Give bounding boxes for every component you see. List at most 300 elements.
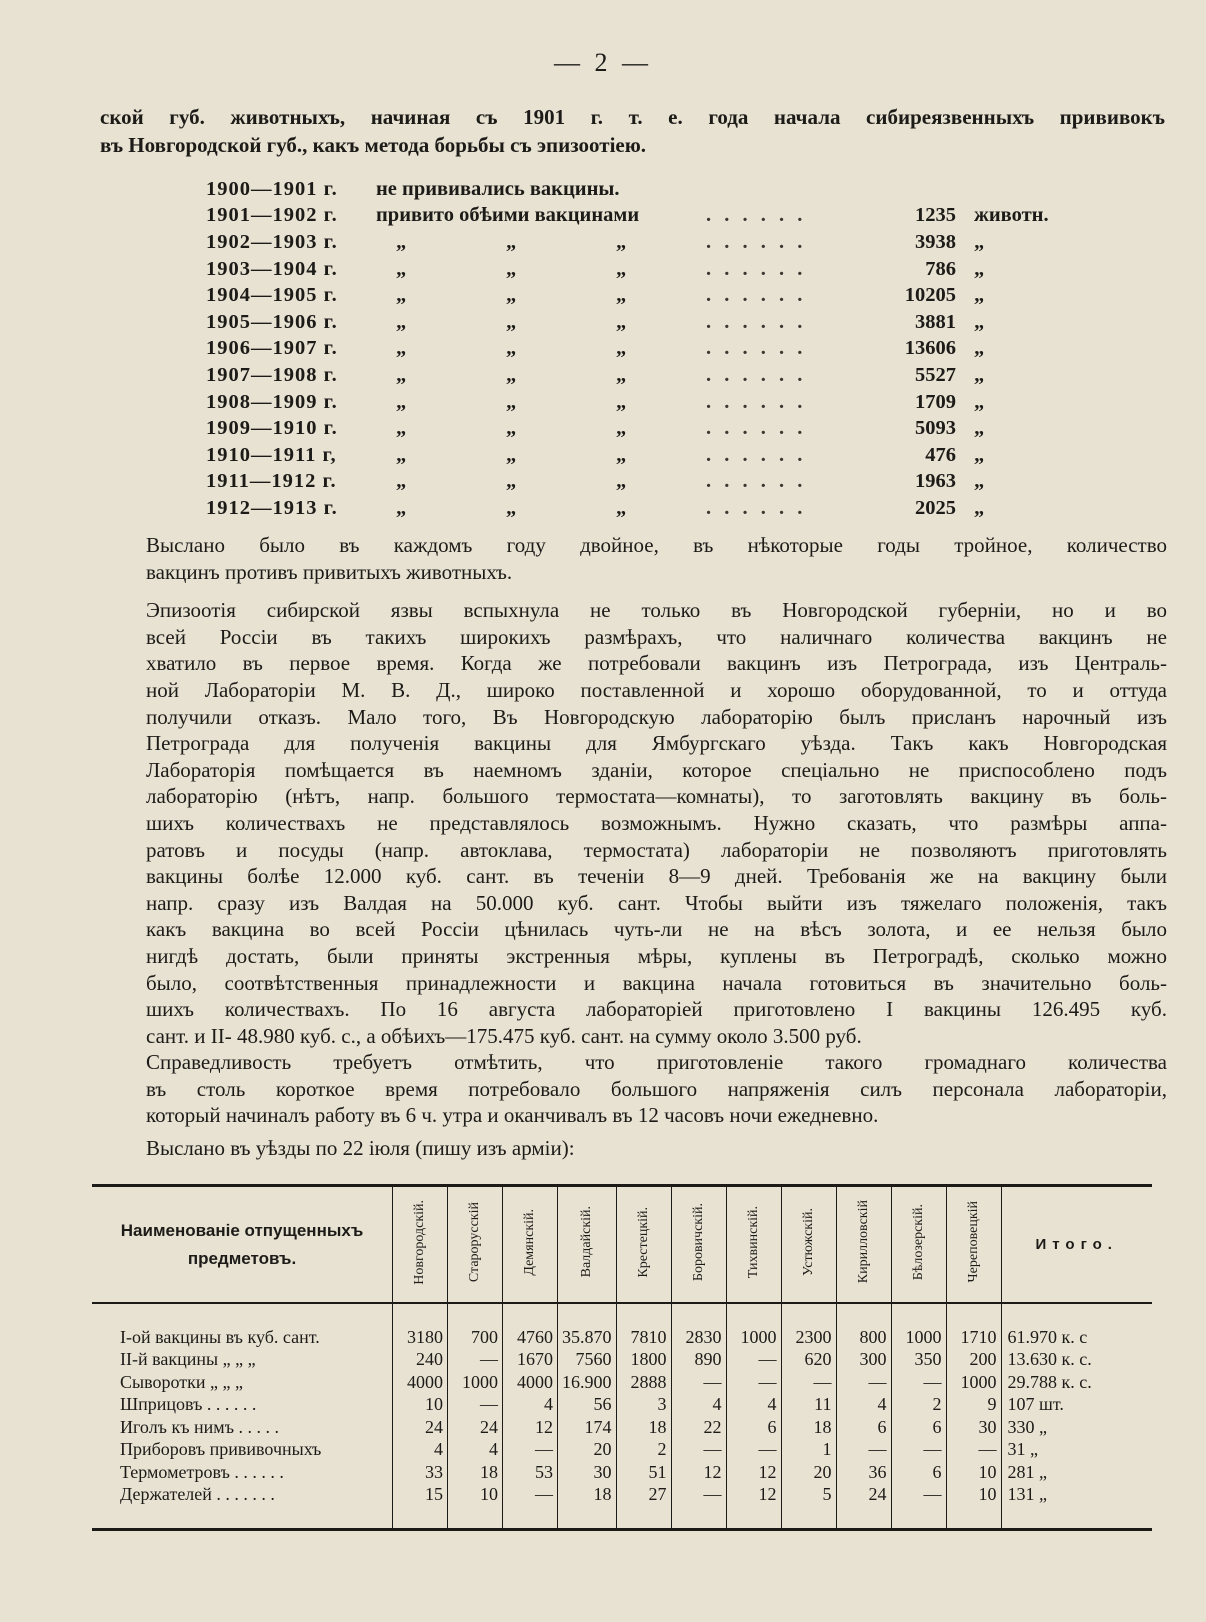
text-line: шихъ количествахъ. По 16 августа лабораторіей приготовлено I вакцины 126.495 куб. (146, 997, 1167, 1022)
table-row (92, 1461, 1152, 1484)
spacer-cell (558, 1506, 617, 1528)
year-period: 1900—1901 г. (206, 177, 338, 200)
spacer-cell (558, 1303, 617, 1326)
table-cell: 10 (448, 1484, 503, 1507)
year-period: 1904—1905 г. (206, 284, 338, 307)
table-cell: — (448, 1349, 503, 1372)
district-name: Крестецкій. (635, 1206, 651, 1278)
year-period: 1907—1908 г. (206, 363, 338, 386)
table-cell: 24 (448, 1416, 503, 1439)
ditto-mark: „ (616, 443, 627, 466)
ditto-marks (376, 258, 706, 281)
text-line: Петрограда для полученія вакцины для Ямбургскаго уѣзда. Такъ какъ Новгородская (146, 731, 1167, 756)
text-line: ратовъ и посуды (напр. автоклава, термостата) лабораторіи не позволяютъ приготовлять (146, 837, 1167, 862)
table-cell: 10 (946, 1461, 1001, 1484)
table-row (92, 1416, 1152, 1439)
item-name: Шприцовъ . . . . . . (120, 1394, 257, 1415)
ditto-marks (376, 497, 706, 520)
leader-dots: . . . . . . (706, 363, 807, 386)
row-total: 107 шт. (1001, 1394, 1152, 1417)
table-cell: 6 (726, 1416, 781, 1439)
header-district (891, 1187, 946, 1303)
spacer-cell (503, 1506, 558, 1528)
ditto-marks (376, 470, 706, 493)
table-cell: — (726, 1349, 781, 1372)
table-cell: — (781, 1371, 836, 1394)
table-cell: 7810 (616, 1326, 671, 1349)
year-count: 786 (925, 257, 956, 280)
table-cell: 2830 (671, 1326, 726, 1349)
table-cell: 24 (836, 1484, 891, 1507)
table-cell: — (726, 1439, 781, 1462)
text-line: который начиналъ работу въ 6 ч. утра и оканчивалъ въ 12 часовъ ночи ежедневно. (146, 1103, 879, 1128)
ditto-mark: „ (396, 257, 407, 280)
year-row (206, 495, 1086, 522)
table-cell: 20 (558, 1439, 617, 1462)
year-unit: „ (974, 443, 985, 466)
table-cell: — (891, 1439, 946, 1462)
ditto-marks (376, 417, 706, 440)
header-total: Итого. (1001, 1187, 1152, 1303)
spacer-cell (781, 1506, 836, 1528)
leader-dots: . . . . . . (706, 230, 807, 253)
table-cell: 620 (781, 1349, 836, 1372)
spacer-cell (616, 1506, 671, 1528)
ditto-mark: „ (396, 443, 407, 466)
year-count: 13606 (904, 337, 956, 360)
table-cell: 4000 (393, 1371, 448, 1394)
table-cell: 11 (781, 1394, 836, 1417)
spacer-cell (891, 1303, 946, 1326)
table-cell: 1800 (616, 1349, 671, 1372)
year-period: 1905—1906 г. (206, 310, 338, 333)
ditto-mark: „ (506, 443, 517, 466)
table-cell: 16.900 (558, 1371, 617, 1394)
year-count: 5527 (915, 363, 956, 386)
spacer-cell (836, 1303, 891, 1326)
district-name: Кирилловскій (855, 1200, 871, 1284)
spacer-cell (946, 1506, 1001, 1528)
year-row (206, 282, 1086, 309)
table-cell: 1000 (946, 1371, 1001, 1394)
ditto-mark: „ (616, 470, 627, 493)
table-cell: 4 (836, 1394, 891, 1417)
item-name: Иголъ къ нимъ . . . . . (120, 1416, 280, 1437)
district-name: Тихвинскій. (745, 1205, 761, 1279)
year-count: 1709 (915, 390, 956, 413)
spacer-cell (1001, 1506, 1152, 1528)
year-text: не прививались вакцины. (376, 177, 620, 200)
spacer-cell (891, 1506, 946, 1528)
table-cell: — (726, 1371, 781, 1394)
table-cell: 2 (616, 1439, 671, 1462)
leader-dots: . . . . . . (706, 257, 807, 280)
table-cell: 18 (448, 1461, 503, 1484)
ditto-mark: „ (616, 284, 627, 307)
year-row (206, 229, 1086, 256)
ditto-marks (376, 444, 706, 467)
table-cell: 56 (558, 1394, 617, 1417)
year-count: 10205 (904, 284, 956, 307)
table-cell: 2888 (616, 1371, 671, 1394)
table-cell: 10 (393, 1394, 448, 1417)
spacer-cell (503, 1303, 558, 1326)
text-line: получили отказъ. Мало того, Въ Новгородскую лабораторію былъ присланъ нарочный изъ (146, 704, 1167, 729)
year-row (206, 415, 1086, 442)
table-cell: — (671, 1484, 726, 1507)
table-header-row (92, 1187, 1152, 1303)
table-cell: 51 (616, 1461, 671, 1484)
leader-dots: . . . . . . (706, 390, 807, 413)
spacer-cell (671, 1506, 726, 1528)
table-cell: 12 (726, 1484, 781, 1507)
header-district (726, 1187, 781, 1303)
ditto-marks (376, 231, 706, 254)
text-line: нигдѣ достать, были приняты экстренныя мѣры, куплены въ Петроградѣ, сколько можно (146, 943, 1167, 968)
district-name: Старорусскій (467, 1201, 482, 1283)
table-cell: 4760 (503, 1326, 558, 1349)
ditto-marks (376, 391, 706, 414)
table-cell: 700 (448, 1326, 503, 1349)
leader-dots: . . . . . . (706, 310, 807, 333)
ditto-mark: „ (616, 230, 627, 253)
page-number: — 2 — (554, 48, 652, 77)
table-cell: — (503, 1484, 558, 1507)
ditto-marks (376, 284, 706, 307)
year-row (206, 442, 1086, 469)
year-period: 1903—1904 г. (206, 257, 338, 280)
header-district (836, 1187, 891, 1303)
table-spacer-row (92, 1303, 1152, 1326)
table-cell: 33 (393, 1461, 448, 1484)
ditto-mark: „ (396, 496, 407, 519)
item-name: Держателей . . . . . . . (120, 1484, 275, 1505)
header-district (448, 1187, 503, 1303)
ditto-mark: „ (616, 390, 627, 413)
district-name: Череповецкій (965, 1201, 981, 1283)
table-cell: 18 (558, 1484, 617, 1507)
row-total: 61.970 к. с (1001, 1326, 1152, 1349)
spacer-cell (92, 1506, 393, 1528)
ditto-mark: „ (506, 470, 517, 493)
paragraph-epizootic (92, 597, 1167, 1049)
ditto-mark: „ (506, 390, 517, 413)
table-cell: 3180 (393, 1326, 448, 1349)
table-cell: — (503, 1439, 558, 1462)
table-cell: — (946, 1439, 1001, 1462)
year-row (206, 336, 1086, 363)
text-line: напр. сразу изъ Валдая на 50.000 куб. сант. Чтобы выйти изъ тяжелаго положенія, такъ (146, 890, 1167, 915)
table-cell: 10 (946, 1484, 1001, 1507)
ditto-mark: „ (396, 310, 407, 333)
intro-line: ской губ. животныхъ, начиная съ 1901 г. т. е. года начала сибиреязвенныхъ прививокъ (100, 105, 1165, 129)
year-count: 2025 (915, 496, 956, 519)
year-unit: „ (974, 230, 985, 253)
table-cell: 36 (836, 1461, 891, 1484)
text-line: Справедливость требуетъ отмѣтить, что приготовленіе такого громаднаго количества (146, 1050, 1167, 1075)
district-name: Валдайскій. (578, 1206, 594, 1278)
district-name: Новгородскій. (412, 1199, 427, 1285)
table-cell: 350 (891, 1349, 946, 1372)
year-count: 3938 (915, 230, 956, 253)
item-name: Приборовъ прививочныхъ (120, 1439, 322, 1460)
table-cell: 12 (726, 1461, 781, 1484)
spacer-cell (616, 1303, 671, 1326)
text-line: было, соотвѣтственныя принадлежности и вакцина начала готовиться въ значительно боль- (146, 970, 1167, 995)
text-line: шихъ количествахъ не представлялось возможнымъ. Нужно сказать, что размѣры аппа- (146, 810, 1167, 835)
row-total: 281 „ (1001, 1461, 1152, 1484)
year-count: 1235 (915, 204, 956, 227)
body-text (92, 532, 1167, 1162)
ditto-mark: „ (506, 496, 517, 519)
year-period: 1906—1907 г. (206, 337, 338, 360)
table-cell: 5 (781, 1484, 836, 1507)
table-cell: 53 (503, 1461, 558, 1484)
table-cell: 27 (616, 1484, 671, 1507)
year-unit: „ (974, 390, 985, 413)
year-unit: „ (974, 496, 985, 519)
table-cell: 4 (726, 1394, 781, 1417)
year-unit: животн. (974, 204, 1049, 227)
year-period: 1911—1912 г. (206, 470, 337, 493)
table-cell: 2300 (781, 1326, 836, 1349)
year-count: 1963 (915, 470, 956, 493)
year-unit: „ (974, 470, 985, 493)
year-period: 1901—1902 г. (206, 204, 338, 227)
text-line: сант. и II- 48.980 куб. с., а обѣихъ—175.475 куб. сант. на сумму около 3.500 руб. (146, 1023, 862, 1048)
table-cell: 1710 (946, 1326, 1001, 1349)
table-row (92, 1439, 1152, 1462)
table-cell: 1000 (448, 1371, 503, 1394)
text-line: ной Лабораторіи М. В. Д., широко поставленной и хорошо оборудованной, то и оттуда (146, 677, 1167, 702)
ditto-mark: „ (506, 417, 517, 440)
intro-line: въ Новгородской губ., какъ метода борьбы съ эпизоотіею. (100, 133, 647, 157)
ditto-mark: „ (506, 363, 517, 386)
leader-dots: . . . . . . (706, 470, 807, 493)
item-name: Сыворотки „ „ „ (120, 1371, 243, 1392)
header-district (946, 1187, 1001, 1303)
ditto-mark: „ (506, 257, 517, 280)
ditto-mark: „ (616, 310, 627, 333)
spacer-cell (393, 1506, 448, 1528)
spacer-cell (781, 1303, 836, 1326)
text-line: какъ вакцина во всей Россіи цѣнилась чуть-ли не на вѣсъ золота, и ее нельзя было (146, 917, 1167, 942)
paragraph-justice (92, 1049, 1167, 1129)
table-cell: — (891, 1371, 946, 1394)
table-cell: 4 (448, 1439, 503, 1462)
year-period: 1908—1909 г. (206, 390, 338, 413)
text-line: хватило въ первое время. Когда же потребовали вакцинъ изъ Петрограда, изъ Централь- (146, 651, 1167, 676)
ditto-mark: „ (616, 257, 627, 280)
district-name: Демянскій. (522, 1208, 537, 1276)
row-total: 13.630 к. с. (1001, 1349, 1152, 1372)
ditto-marks (376, 364, 706, 387)
spacer-cell (1001, 1303, 1152, 1326)
table-cell: — (836, 1371, 891, 1394)
spacer-cell (726, 1506, 781, 1528)
ditto-mark: „ (396, 363, 407, 386)
table-cell: 24 (393, 1416, 448, 1439)
ditto-mark: „ (616, 363, 627, 386)
table-cell: 2 (891, 1394, 946, 1417)
year-unit: „ (974, 284, 985, 307)
paragraph-sent-double (92, 532, 1167, 585)
spacer-cell (726, 1303, 781, 1326)
header-district (671, 1187, 726, 1303)
table-cell: 300 (836, 1349, 891, 1372)
table-cell: 1000 (726, 1326, 781, 1349)
year-row (206, 362, 1086, 389)
item-name: II-й вакцины „ „ „ (120, 1349, 256, 1370)
year-unit: „ (974, 337, 985, 360)
ditto-mark: „ (506, 230, 517, 253)
text-line: лабораторію (нѣтъ, напр. большого термостата—комнаты), то заготовлять вакцину въ боль- (146, 784, 1167, 809)
table-row (92, 1484, 1152, 1507)
leader-dots: . . . . . . (706, 204, 807, 227)
item-name: I-ой вакцины въ куб. сант. (120, 1326, 320, 1347)
text-line: вакцинъ противъ привитыхъ животныхъ. (146, 559, 513, 584)
table-cell: 4 (393, 1439, 448, 1462)
district-name: Бѣлозерскій. (910, 1203, 926, 1281)
ditto-mark: „ (506, 284, 517, 307)
paragraph-sent-districts: Выслано въ уѣзды по 22 іюля (пишу изъ арміи): (146, 1136, 575, 1161)
table-cell: 3 (616, 1394, 671, 1417)
text-line: вакцины болѣе 12.000 куб. сант. въ теченіи 8—9 дней. Требованія же на вакцину были (146, 864, 1167, 889)
table-cell: 4000 (503, 1371, 558, 1394)
table-cell: 30 (946, 1416, 1001, 1439)
header-district (781, 1187, 836, 1303)
table-cell: 6 (836, 1416, 891, 1439)
table-cell: 200 (946, 1349, 1001, 1372)
spacer-cell (448, 1303, 503, 1326)
ditto-mark: „ (506, 337, 517, 360)
table-cell: 890 (671, 1349, 726, 1372)
ditto-mark: „ (396, 337, 407, 360)
table-row (92, 1349, 1152, 1372)
year-row (206, 469, 1086, 496)
table-cell: — (448, 1394, 503, 1417)
table-cell: — (671, 1439, 726, 1462)
table-row (92, 1394, 1152, 1417)
header-items: Наименованіе отпущенныхъ предметовъ. (92, 1187, 393, 1303)
table-cell: 6 (891, 1416, 946, 1439)
spacer-cell (448, 1506, 503, 1528)
year-period: 1909—1910 г. (206, 417, 338, 440)
row-total: 31 „ (1001, 1439, 1152, 1462)
ditto-mark: „ (616, 417, 627, 440)
table-cell: 240 (393, 1349, 448, 1372)
year-row (206, 309, 1086, 336)
table-cell: 1670 (503, 1349, 558, 1372)
leader-dots: . . . . . . (706, 337, 807, 360)
ditto-mark: „ (396, 284, 407, 307)
year-row (206, 256, 1086, 283)
ditto-mark: „ (616, 496, 627, 519)
ditto-mark: „ (616, 337, 627, 360)
text-line: Эпизоотія сибирской язвы вспыхнула не только въ Новгородской губерніи, но и во (146, 598, 1167, 623)
year-unit: „ (974, 363, 985, 386)
table-cell: 1 (781, 1439, 836, 1462)
row-total: 330 „ (1001, 1416, 1152, 1439)
year-count: 5093 (915, 417, 956, 440)
header-district (616, 1187, 671, 1303)
district-name: Устюжскій. (800, 1208, 816, 1276)
table-cell: 4 (503, 1394, 558, 1417)
spacer-cell (671, 1303, 726, 1326)
vaccination-years-list (206, 176, 1086, 522)
item-name: Термометровъ . . . . . . (120, 1461, 284, 1482)
table-cell: 15 (393, 1484, 448, 1507)
text-line: въ столь короткое время потребовало большого напряженія силъ персонала лабораторіи, (146, 1076, 1167, 1101)
intro-paragraph (100, 103, 1165, 159)
row-total: 29.788 к. с. (1001, 1371, 1152, 1394)
table-cell: 35.870 (558, 1326, 617, 1349)
table-cell: 18 (781, 1416, 836, 1439)
district-name: Боровичскій. (690, 1202, 706, 1282)
supplies-table (92, 1184, 1152, 1531)
year-row (206, 203, 1086, 230)
ditto-marks (376, 337, 706, 360)
table-cell: 12 (671, 1461, 726, 1484)
year-period: 1910—1911 г, (206, 443, 337, 466)
table-cell: 800 (836, 1326, 891, 1349)
table-row (92, 1371, 1152, 1394)
year-row (206, 176, 1086, 203)
spacer-cell (946, 1303, 1001, 1326)
year-unit: „ (974, 417, 985, 440)
row-total: 131 „ (1001, 1484, 1152, 1507)
table-cell: 9 (946, 1394, 1001, 1417)
year-unit: „ (974, 257, 985, 280)
table-cell: 18 (616, 1416, 671, 1439)
ditto-mark: „ (396, 230, 407, 253)
leader-dots: . . . . . . (706, 496, 807, 519)
ditto-mark: „ (506, 310, 517, 333)
table-cell: 7560 (558, 1349, 617, 1372)
year-count: 476 (925, 443, 956, 466)
table-cell: 12 (503, 1416, 558, 1439)
text-line: Лабораторія помѣщается въ наемномъ зданіи, которое спеціально не приспособлено подъ (146, 757, 1167, 782)
year-count: 3881 (915, 310, 956, 333)
table-cell: 1000 (891, 1326, 946, 1349)
table-cell: 22 (671, 1416, 726, 1439)
header-district (393, 1187, 448, 1303)
table-cell: 174 (558, 1416, 617, 1439)
spacer-cell (393, 1303, 448, 1326)
table-cell: 30 (558, 1461, 617, 1484)
leader-dots: . . . . . . (706, 284, 807, 307)
year-period: 1902—1903 г. (206, 230, 338, 253)
table-spacer-row (92, 1506, 1152, 1528)
year-period: 1912—1913 г. (206, 496, 338, 519)
table-cell: 6 (891, 1461, 946, 1484)
ditto-mark: „ (396, 417, 407, 440)
table-cell: — (836, 1439, 891, 1462)
spacer-cell (836, 1506, 891, 1528)
table-cell: 20 (781, 1461, 836, 1484)
year-text: привито обѣими вакцинами (376, 204, 640, 227)
table-cell: — (891, 1484, 946, 1507)
table-row (92, 1326, 1152, 1349)
leader-dots: . . . . . . (706, 443, 807, 466)
year-unit: „ (974, 310, 985, 333)
header-district (558, 1187, 617, 1303)
table-cell: 4 (671, 1394, 726, 1417)
ditto-marks (376, 311, 706, 334)
leader-dots: . . . . . . (706, 417, 807, 440)
ditto-mark: „ (396, 390, 407, 413)
text-line: всей Россіи въ такихъ широкихъ размѣрахъ, что наличнаго количества вакцинъ не (146, 624, 1167, 649)
